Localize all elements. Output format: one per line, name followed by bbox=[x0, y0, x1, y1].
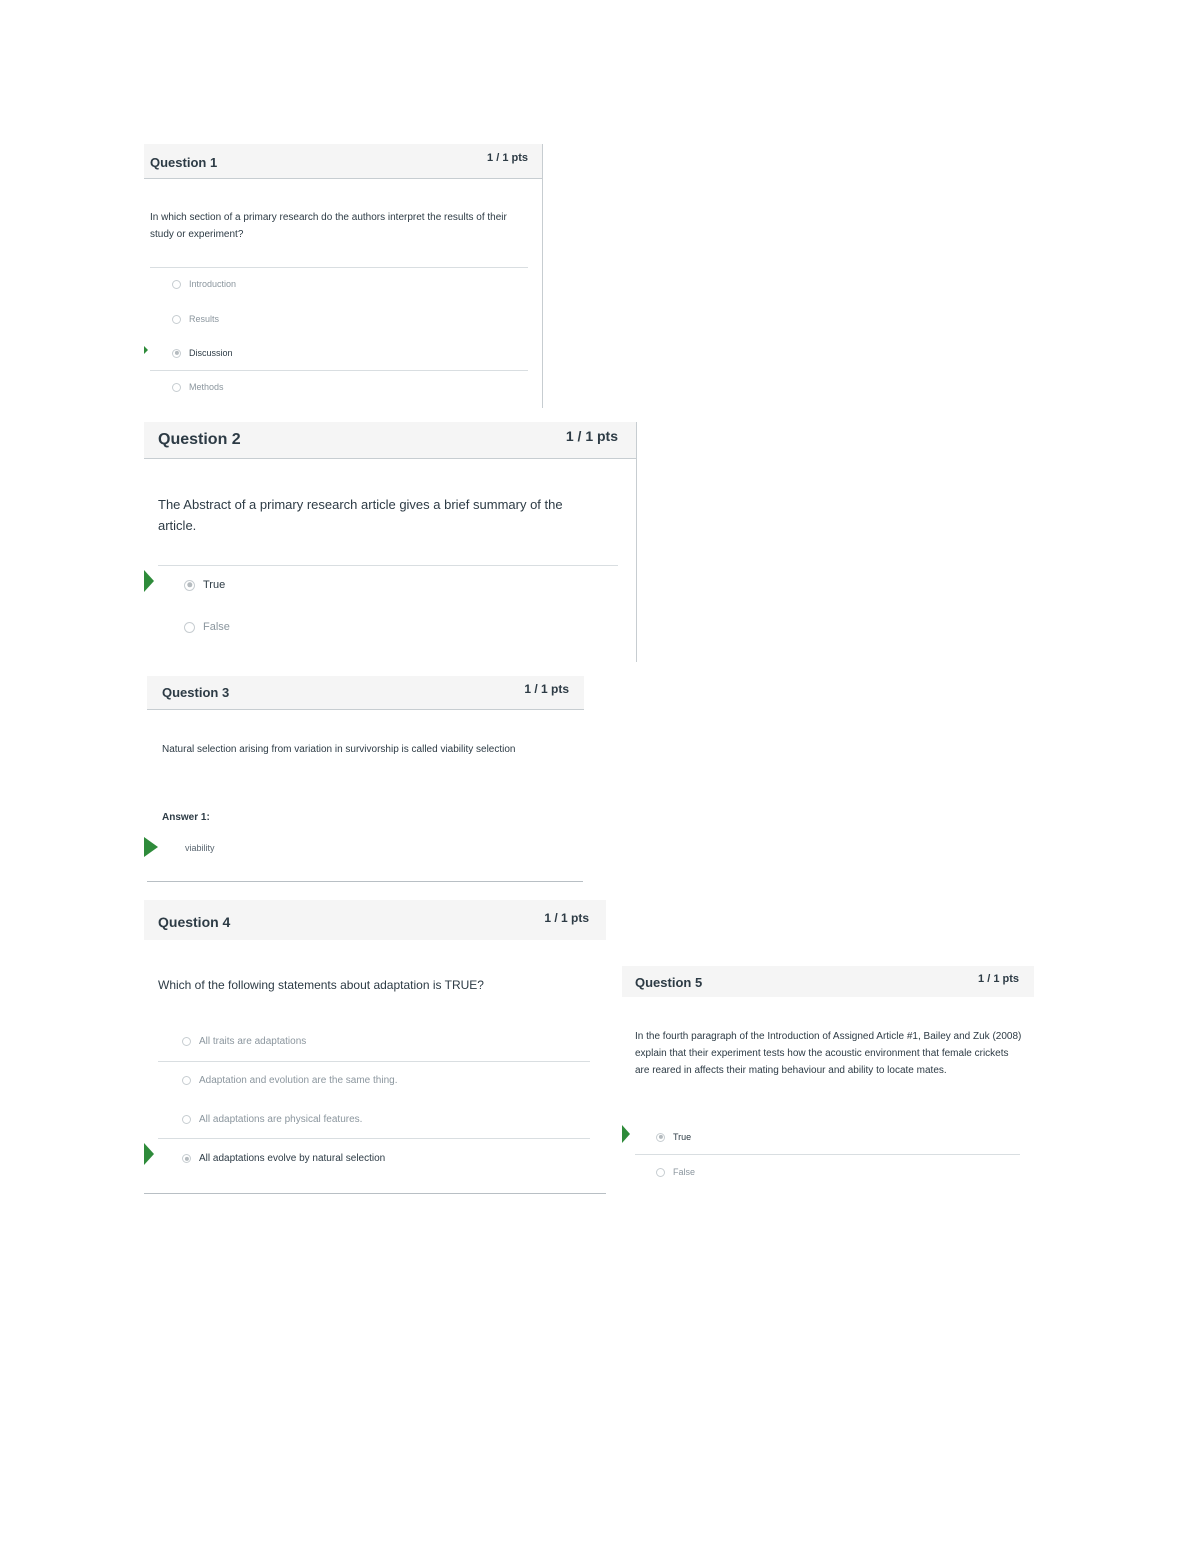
question-4-option-divider bbox=[158, 1138, 590, 1139]
correct-answer-flag-icon bbox=[144, 570, 154, 592]
question-1-option-methods[interactable] bbox=[172, 382, 224, 392]
radio-unselected-icon[interactable] bbox=[184, 622, 195, 633]
question-3-answer-value: viability bbox=[185, 843, 215, 853]
question-5-title: Question 5 bbox=[635, 975, 703, 990]
correct-answer-flag-icon bbox=[144, 346, 148, 354]
question-4-title: Question 4 bbox=[158, 914, 231, 930]
question-2-divider bbox=[158, 565, 618, 566]
option-label: Results bbox=[189, 314, 220, 324]
option-label: Adaptation and evolution are the same thing. bbox=[199, 1075, 398, 1086]
option-label: False bbox=[673, 1167, 696, 1177]
question-2-points: 1 / 1 pts bbox=[565, 428, 618, 444]
question-5-text: In the fourth paragraph of the Introduction of Assigned Article #1, Bailey and Zuk (2008) explain that their experiment tests how the acoustic environment that female crickets are reared in affects their mating behaviour and ability to locate mates. bbox=[635, 1031, 1022, 1076]
question-1-option-divider bbox=[150, 370, 528, 371]
option-label: All traits are adaptations bbox=[199, 1036, 307, 1047]
radio-unselected-icon[interactable] bbox=[182, 1037, 191, 1046]
question-3-card bbox=[144, 676, 584, 882]
question-1-title: Question 1 bbox=[150, 155, 218, 170]
option-label: All adaptations evolve by natural selection bbox=[199, 1153, 386, 1164]
radio-unselected-icon[interactable] bbox=[172, 383, 181, 392]
radio-selected-icon[interactable] bbox=[184, 580, 195, 591]
question-3-title: Question 3 bbox=[162, 685, 230, 700]
correct-answer-flag-icon bbox=[622, 1125, 630, 1143]
option-label: False bbox=[203, 621, 230, 633]
question-3-text: Natural selection arising from variation in survivorship is called viability selection bbox=[162, 744, 516, 755]
question-5-points: 1 / 1 pts bbox=[978, 973, 1019, 985]
option-label: Discussion bbox=[189, 348, 233, 358]
question-2-option-false[interactable] bbox=[184, 621, 230, 633]
question-1-option-results[interactable] bbox=[172, 314, 219, 324]
radio-selected-icon[interactable] bbox=[656, 1133, 665, 1142]
radio-unselected-icon[interactable] bbox=[172, 280, 181, 289]
question-4-card bbox=[144, 900, 606, 1194]
question-1-text: In which section of a primary research do the authors interpret the results of their study or experiment? bbox=[150, 212, 507, 240]
question-2-card bbox=[144, 422, 637, 662]
option-label: All adaptations are physical features. bbox=[199, 1114, 363, 1125]
question-2-title: Question 2 bbox=[158, 431, 241, 448]
question-2-header bbox=[144, 422, 636, 459]
question-5-header bbox=[622, 966, 1034, 997]
question-2-text: The Abstract of a primary research article gives a brief summary of the article. bbox=[158, 497, 563, 533]
option-label: True bbox=[673, 1132, 692, 1142]
option-label: Methods bbox=[189, 382, 224, 392]
question-1-divider bbox=[150, 267, 528, 268]
radio-unselected-icon[interactable] bbox=[182, 1115, 191, 1124]
question-3-bottom-divider bbox=[147, 881, 583, 882]
question-1-option-discussion[interactable] bbox=[172, 348, 233, 358]
question-5-option-false[interactable] bbox=[656, 1167, 695, 1177]
question-4-option-4[interactable] bbox=[182, 1153, 385, 1164]
question-5-card bbox=[622, 966, 1034, 1186]
question-3-points: 1 / 1 pts bbox=[524, 682, 569, 696]
question-4-option-2[interactable] bbox=[182, 1075, 397, 1086]
question-4-option-1[interactable] bbox=[182, 1036, 306, 1047]
question-3-header bbox=[147, 676, 584, 710]
question-3-answer-label: Answer 1: bbox=[162, 812, 210, 823]
question-4-bottom-divider bbox=[144, 1193, 606, 1194]
question-5-option-divider bbox=[635, 1154, 1020, 1155]
option-label: True bbox=[203, 579, 226, 591]
question-4-points: 1 / 1 pts bbox=[544, 911, 589, 925]
radio-selected-icon[interactable] bbox=[182, 1154, 191, 1163]
radio-unselected-icon[interactable] bbox=[172, 315, 181, 324]
question-5-option-true[interactable] bbox=[656, 1132, 691, 1142]
question-2-option-true[interactable] bbox=[184, 579, 225, 591]
option-label: Introduction bbox=[189, 279, 237, 289]
correct-answer-flag-icon bbox=[144, 837, 158, 857]
radio-selected-icon[interactable] bbox=[172, 349, 181, 358]
question-4-option-3[interactable] bbox=[182, 1114, 362, 1125]
correct-answer-flag-icon bbox=[144, 1143, 154, 1165]
question-4-header bbox=[144, 900, 606, 940]
radio-unselected-icon[interactable] bbox=[182, 1076, 191, 1085]
question-4-text: Which of the following statements about adaptation is TRUE? bbox=[158, 978, 484, 992]
question-1-points: 1 / 1 pts bbox=[487, 152, 528, 164]
radio-unselected-icon[interactable] bbox=[656, 1168, 665, 1177]
question-1-option-introduction[interactable] bbox=[172, 279, 236, 289]
question-1-card bbox=[144, 144, 543, 408]
question-4-option-divider bbox=[158, 1061, 590, 1062]
question-1-header bbox=[144, 144, 542, 179]
